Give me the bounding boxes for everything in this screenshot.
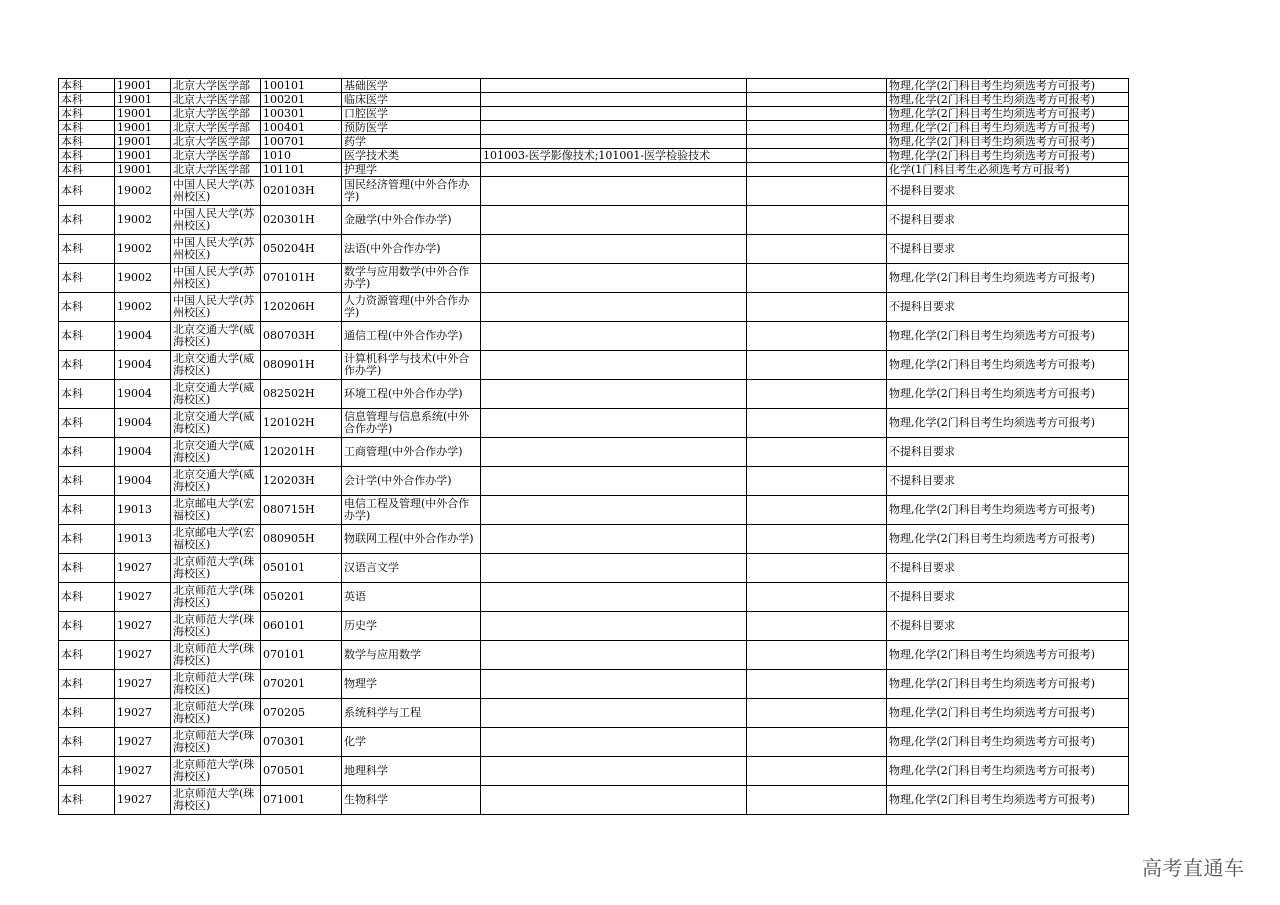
- blank-cell: [747, 177, 887, 206]
- school-name-cell: 北京邮电大学(宏福校区): [171, 496, 261, 525]
- major-name-cell: 信息管理与信息系统(中外合作办学): [342, 409, 481, 438]
- school-code-cell: 19027: [115, 757, 171, 786]
- major-name-cell: 医学技术类: [342, 149, 481, 163]
- included-majors-cell: [481, 467, 747, 496]
- major-code-cell: 100101: [261, 79, 342, 93]
- school-name-cell: 北京师范大学(珠海校区): [171, 728, 261, 757]
- major-name-cell: 国民经济管理(中外合作办学): [342, 177, 481, 206]
- school-code-cell: 19002: [115, 177, 171, 206]
- table-row: [59, 206, 1129, 235]
- major-code-cell: 070501: [261, 757, 342, 786]
- school-code-cell: 19013: [115, 496, 171, 525]
- blank-cell: [747, 728, 887, 757]
- major-code-cell: 070101: [261, 641, 342, 670]
- level-cell: 本科: [59, 135, 115, 149]
- level-cell: 本科: [59, 757, 115, 786]
- major-name-cell: 数学与应用数学: [342, 641, 481, 670]
- school-code-cell: 19002: [115, 235, 171, 264]
- table-row: [59, 496, 1129, 525]
- blank-cell: [747, 322, 887, 351]
- included-majors-cell: [481, 699, 747, 728]
- school-name-cell: 北京大学医学部: [171, 93, 261, 107]
- subject-requirement-cell: 物理,化学(2门科目考生均须选考方可报考): [887, 699, 1129, 728]
- subject-requirement-cell: 不提科目要求: [887, 583, 1129, 612]
- major-code-cell: 050204H: [261, 235, 342, 264]
- major-name-cell: 化学: [342, 728, 481, 757]
- table-row: [59, 438, 1129, 467]
- major-name-cell: 物联网工程(中外合作办学): [342, 525, 481, 554]
- blank-cell: [747, 293, 887, 322]
- blank-cell: [747, 438, 887, 467]
- table-row: [59, 525, 1129, 554]
- major-name-cell: 英语: [342, 583, 481, 612]
- blank-cell: [747, 467, 887, 496]
- level-cell: 本科: [59, 163, 115, 177]
- school-name-cell: 北京交通大学(威海校区): [171, 351, 261, 380]
- included-majors-cell: [481, 121, 747, 135]
- school-name-cell: 北京交通大学(威海校区): [171, 322, 261, 351]
- school-code-cell: 19002: [115, 293, 171, 322]
- school-code-cell: 19027: [115, 728, 171, 757]
- major-name-cell: 计算机科学与技术(中外合作办学): [342, 351, 481, 380]
- table-row: [59, 163, 1129, 177]
- major-code-cell: 060101: [261, 612, 342, 641]
- subject-requirement-cell: 物理,化学(2门科目考生均须选考方可报考): [887, 79, 1129, 93]
- school-name-cell: 北京大学医学部: [171, 121, 261, 135]
- level-cell: 本科: [59, 525, 115, 554]
- major-code-cell: 070301: [261, 728, 342, 757]
- included-majors-cell: [481, 206, 747, 235]
- subject-requirement-cell: 物理,化学(2门科目考生均须选考方可报考): [887, 496, 1129, 525]
- blank-cell: [747, 670, 887, 699]
- major-name-cell: 药学: [342, 135, 481, 149]
- table-row: [59, 728, 1129, 757]
- subject-requirement-cell: 不提科目要求: [887, 612, 1129, 641]
- table-row: [59, 380, 1129, 409]
- level-cell: 本科: [59, 670, 115, 699]
- school-name-cell: 中国人民大学(苏州校区): [171, 235, 261, 264]
- subject-requirement-cell: 不提科目要求: [887, 554, 1129, 583]
- included-majors-cell: [481, 583, 747, 612]
- major-code-cell: 101101: [261, 163, 342, 177]
- level-cell: 本科: [59, 107, 115, 121]
- blank-cell: [747, 496, 887, 525]
- major-name-cell: 会计学(中外合作办学): [342, 467, 481, 496]
- subject-requirement-cell: 物理,化学(2门科目考生均须选考方可报考): [887, 149, 1129, 163]
- school-code-cell: 19027: [115, 786, 171, 815]
- school-name-cell: 北京师范大学(珠海校区): [171, 641, 261, 670]
- subject-requirement-cell: 物理,化学(2门科目考生均须选考方可报考): [887, 121, 1129, 135]
- table-row: [59, 583, 1129, 612]
- subject-requirement-cell: 不提科目要求: [887, 438, 1129, 467]
- level-cell: 本科: [59, 235, 115, 264]
- subject-requirement-cell: 不提科目要求: [887, 467, 1129, 496]
- table-row: [59, 293, 1129, 322]
- level-cell: 本科: [59, 467, 115, 496]
- school-code-cell: 19004: [115, 467, 171, 496]
- major-name-cell: 基础医学: [342, 79, 481, 93]
- included-majors-cell: [481, 163, 747, 177]
- level-cell: 本科: [59, 786, 115, 815]
- major-code-cell: 070205: [261, 699, 342, 728]
- included-majors-cell: [481, 641, 747, 670]
- major-code-cell: 071001: [261, 786, 342, 815]
- school-code-cell: 19004: [115, 409, 171, 438]
- subject-requirement-cell: 物理,化学(2门科目考生均须选考方可报考): [887, 525, 1129, 554]
- school-name-cell: 北京大学医学部: [171, 149, 261, 163]
- blank-cell: [747, 641, 887, 670]
- table-row: [59, 235, 1129, 264]
- table-row: [59, 177, 1129, 206]
- included-majors-cell: [481, 177, 747, 206]
- school-code-cell: 19001: [115, 93, 171, 107]
- included-majors-cell: [481, 79, 747, 93]
- school-code-cell: 19027: [115, 583, 171, 612]
- subject-requirement-cell: 物理,化学(2门科目考生均须选考方可报考): [887, 107, 1129, 121]
- table-row: [59, 107, 1129, 121]
- subject-requirement-cell: 物理,化学(2门科目考生均须选考方可报考): [887, 728, 1129, 757]
- major-name-cell: 工商管理(中外合作办学): [342, 438, 481, 467]
- subject-requirement-cell: 物理,化学(2门科目考生均须选考方可报考): [887, 757, 1129, 786]
- table-row: [59, 149, 1129, 163]
- blank-cell: [747, 699, 887, 728]
- table-row: [59, 79, 1129, 93]
- level-cell: 本科: [59, 177, 115, 206]
- school-code-cell: 19027: [115, 612, 171, 641]
- school-code-cell: 19002: [115, 206, 171, 235]
- subject-requirement-cell: 物理,化学(2门科目考生均须选考方可报考): [887, 670, 1129, 699]
- school-code-cell: 19004: [115, 322, 171, 351]
- subject-requirement-cell: 物理,化学(2门科目考生均须选考方可报考): [887, 93, 1129, 107]
- school-name-cell: 北京师范大学(珠海校区): [171, 583, 261, 612]
- included-majors-cell: [481, 235, 747, 264]
- table-row: [59, 757, 1129, 786]
- school-name-cell: 北京师范大学(珠海校区): [171, 786, 261, 815]
- school-code-cell: 19027: [115, 699, 171, 728]
- level-cell: 本科: [59, 554, 115, 583]
- blank-cell: [747, 121, 887, 135]
- included-majors-cell: [481, 496, 747, 525]
- major-name-cell: 预防医学: [342, 121, 481, 135]
- level-cell: 本科: [59, 121, 115, 135]
- major-name-cell: 汉语言文学: [342, 554, 481, 583]
- blank-cell: [747, 612, 887, 641]
- blank-cell: [747, 757, 887, 786]
- major-code-cell: 120203H: [261, 467, 342, 496]
- level-cell: 本科: [59, 438, 115, 467]
- major-code-cell: 100701: [261, 135, 342, 149]
- school-name-cell: 北京大学医学部: [171, 163, 261, 177]
- level-cell: 本科: [59, 351, 115, 380]
- included-majors-cell: [481, 135, 747, 149]
- major-code-cell: 100401: [261, 121, 342, 135]
- table-row: [59, 612, 1129, 641]
- major-name-cell: 临床医学: [342, 93, 481, 107]
- major-code-cell: 100301: [261, 107, 342, 121]
- included-majors-cell: [481, 670, 747, 699]
- school-code-cell: 19004: [115, 351, 171, 380]
- school-name-cell: 北京大学医学部: [171, 135, 261, 149]
- included-majors-cell: [481, 93, 747, 107]
- major-code-cell: 1010: [261, 149, 342, 163]
- school-name-cell: 北京邮电大学(宏福校区): [171, 525, 261, 554]
- major-code-cell: 020301H: [261, 206, 342, 235]
- table-row: [59, 264, 1129, 293]
- subject-requirement-cell: 物理,化学(2门科目考生均须选考方可报考): [887, 786, 1129, 815]
- table-row: [59, 121, 1129, 135]
- included-majors-cell: [481, 264, 747, 293]
- included-majors-cell: [481, 380, 747, 409]
- watermark-text: 高考直通车: [1142, 856, 1245, 880]
- school-code-cell: 19027: [115, 641, 171, 670]
- major-code-cell: 070101H: [261, 264, 342, 293]
- major-code-cell: 080905H: [261, 525, 342, 554]
- included-majors-cell: [481, 107, 747, 121]
- major-code-cell: 120206H: [261, 293, 342, 322]
- major-name-cell: 生物科学: [342, 786, 481, 815]
- school-name-cell: 北京师范大学(珠海校区): [171, 554, 261, 583]
- major-code-cell: 120102H: [261, 409, 342, 438]
- school-name-cell: 北京大学医学部: [171, 79, 261, 93]
- school-code-cell: 19001: [115, 163, 171, 177]
- school-code-cell: 19001: [115, 149, 171, 163]
- major-name-cell: 人力资源管理(中外合作办学): [342, 293, 481, 322]
- school-name-cell: 北京交通大学(威海校区): [171, 438, 261, 467]
- blank-cell: [747, 235, 887, 264]
- school-name-cell: 北京交通大学(威海校区): [171, 409, 261, 438]
- included-majors-cell: [481, 612, 747, 641]
- school-name-cell: 北京师范大学(珠海校区): [171, 757, 261, 786]
- table-row: [59, 554, 1129, 583]
- major-name-cell: 通信工程(中外合作办学): [342, 322, 481, 351]
- major-code-cell: 080715H: [261, 496, 342, 525]
- included-majors-cell: [481, 554, 747, 583]
- school-name-cell: 北京师范大学(珠海校区): [171, 612, 261, 641]
- included-majors-cell: [481, 728, 747, 757]
- level-cell: 本科: [59, 641, 115, 670]
- level-cell: 本科: [59, 264, 115, 293]
- level-cell: 本科: [59, 322, 115, 351]
- school-code-cell: 19027: [115, 670, 171, 699]
- level-cell: 本科: [59, 380, 115, 409]
- school-name-cell: 中国人民大学(苏州校区): [171, 264, 261, 293]
- level-cell: 本科: [59, 409, 115, 438]
- level-cell: 本科: [59, 496, 115, 525]
- major-name-cell: 地理科学: [342, 757, 481, 786]
- major-name-cell: 数学与应用数学(中外合作办学): [342, 264, 481, 293]
- school-code-cell: 19004: [115, 438, 171, 467]
- major-code-cell: 120201H: [261, 438, 342, 467]
- level-cell: 本科: [59, 206, 115, 235]
- included-majors-cell: [481, 438, 747, 467]
- level-cell: 本科: [59, 79, 115, 93]
- table-row: [59, 786, 1129, 815]
- level-cell: 本科: [59, 612, 115, 641]
- major-code-cell: 070201: [261, 670, 342, 699]
- major-name-cell: 物理学: [342, 670, 481, 699]
- table-row: [59, 670, 1129, 699]
- major-name-cell: 金融学(中外合作办学): [342, 206, 481, 235]
- school-code-cell: 19001: [115, 79, 171, 93]
- blank-cell: [747, 786, 887, 815]
- school-name-cell: 北京交通大学(威海校区): [171, 467, 261, 496]
- major-name-cell: 环境工程(中外合作办学): [342, 380, 481, 409]
- major-code-cell: 080703H: [261, 322, 342, 351]
- major-code-cell: 050201: [261, 583, 342, 612]
- blank-cell: [747, 135, 887, 149]
- blank-cell: [747, 583, 887, 612]
- level-cell: 本科: [59, 699, 115, 728]
- major-name-cell: 历史学: [342, 612, 481, 641]
- subject-requirement-cell: 不提科目要求: [887, 293, 1129, 322]
- major-name-cell: 系统科学与工程: [342, 699, 481, 728]
- blank-cell: [747, 380, 887, 409]
- admission-requirements-table: [58, 78, 1129, 815]
- major-name-cell: 口腔医学: [342, 107, 481, 121]
- table-row: [59, 93, 1129, 107]
- major-name-cell: 法语(中外合作办学): [342, 235, 481, 264]
- subject-requirement-cell: 化学(1门科目考生必须选考方可报考): [887, 163, 1129, 177]
- major-name-cell: 护理学: [342, 163, 481, 177]
- level-cell: 本科: [59, 583, 115, 612]
- level-cell: 本科: [59, 728, 115, 757]
- included-majors-cell: [481, 757, 747, 786]
- blank-cell: [747, 525, 887, 554]
- major-code-cell: 082502H: [261, 380, 342, 409]
- major-code-cell: 020103H: [261, 177, 342, 206]
- subject-requirement-cell: 不提科目要求: [887, 235, 1129, 264]
- subject-requirement-cell: 不提科目要求: [887, 177, 1129, 206]
- blank-cell: [747, 264, 887, 293]
- included-majors-cell: [481, 293, 747, 322]
- included-majors-cell: [481, 525, 747, 554]
- blank-cell: [747, 554, 887, 583]
- blank-cell: [747, 79, 887, 93]
- subject-requirement-cell: 不提科目要求: [887, 206, 1129, 235]
- school-name-cell: 北京师范大学(珠海校区): [171, 670, 261, 699]
- major-code-cell: 100201: [261, 93, 342, 107]
- blank-cell: [747, 351, 887, 380]
- table-row: [59, 409, 1129, 438]
- major-code-cell: 050101: [261, 554, 342, 583]
- school-code-cell: 19004: [115, 380, 171, 409]
- school-name-cell: 中国人民大学(苏州校区): [171, 206, 261, 235]
- blank-cell: [747, 149, 887, 163]
- table-body: [59, 79, 1129, 815]
- included-majors-cell: [481, 351, 747, 380]
- school-name-cell: 北京师范大学(珠海校区): [171, 699, 261, 728]
- blank-cell: [747, 409, 887, 438]
- subject-requirement-cell: 物理,化学(2门科目考生均须选考方可报考): [887, 380, 1129, 409]
- school-code-cell: 19027: [115, 554, 171, 583]
- school-name-cell: 北京大学医学部: [171, 107, 261, 121]
- subject-requirement-cell: 物理,化学(2门科目考生均须选考方可报考): [887, 264, 1129, 293]
- blank-cell: [747, 206, 887, 235]
- subject-requirement-cell: 物理,化学(2门科目考生均须选考方可报考): [887, 409, 1129, 438]
- included-majors-cell: [481, 409, 747, 438]
- included-majors-cell: [481, 322, 747, 351]
- subject-requirement-cell: 物理,化学(2门科目考生均须选考方可报考): [887, 641, 1129, 670]
- blank-cell: [747, 93, 887, 107]
- level-cell: 本科: [59, 293, 115, 322]
- school-code-cell: 19013: [115, 525, 171, 554]
- subject-requirement-cell: 物理,化学(2门科目考生均须选考方可报考): [887, 322, 1129, 351]
- table-row: [59, 699, 1129, 728]
- subject-requirement-cell: 物理,化学(2门科目考生均须选考方可报考): [887, 351, 1129, 380]
- school-code-cell: 19001: [115, 121, 171, 135]
- school-code-cell: 19001: [115, 107, 171, 121]
- major-name-cell: 电信工程及管理(中外合作办学): [342, 496, 481, 525]
- level-cell: 本科: [59, 149, 115, 163]
- table-row: [59, 467, 1129, 496]
- school-name-cell: 中国人民大学(苏州校区): [171, 177, 261, 206]
- table-row: [59, 351, 1129, 380]
- subject-requirement-cell: 物理,化学(2门科目考生均须选考方可报考): [887, 135, 1129, 149]
- table-row: [59, 322, 1129, 351]
- table-row: [59, 641, 1129, 670]
- school-code-cell: 19002: [115, 264, 171, 293]
- school-name-cell: 北京交通大学(威海校区): [171, 380, 261, 409]
- blank-cell: [747, 107, 887, 121]
- major-code-cell: 080901H: [261, 351, 342, 380]
- school-code-cell: 19001: [115, 135, 171, 149]
- school-name-cell: 中国人民大学(苏州校区): [171, 293, 261, 322]
- table-row: [59, 135, 1129, 149]
- included-majors-cell: 101003-医学影像技术;101001-医学检验技术: [481, 149, 747, 163]
- blank-cell: [747, 163, 887, 177]
- level-cell: 本科: [59, 93, 115, 107]
- included-majors-cell: [481, 786, 747, 815]
